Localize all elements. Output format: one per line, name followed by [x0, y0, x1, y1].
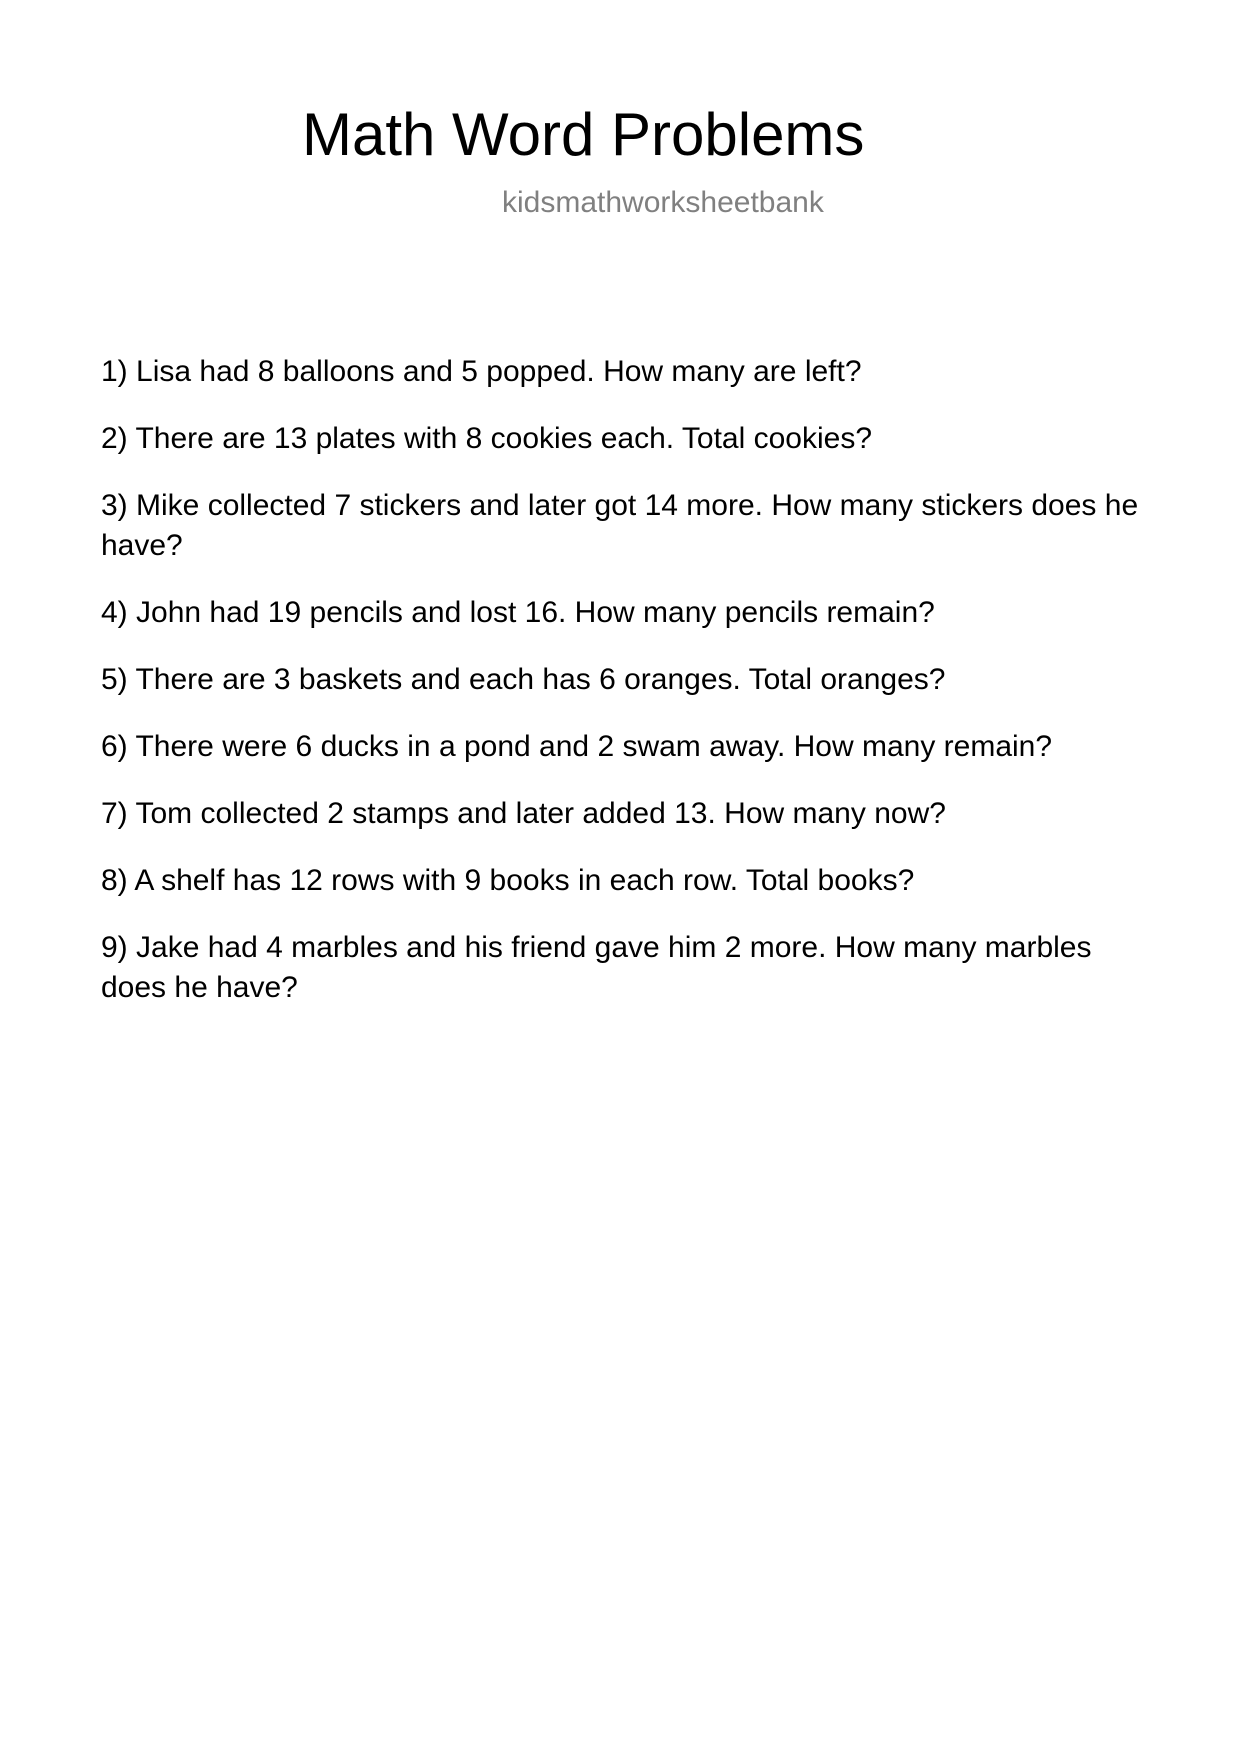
problem-text: A shelf has 12 rows with 9 books in each row. Total books? — [134, 864, 915, 897]
problem-item-8 — [101, 861, 1141, 901]
problem-text: John had 19 pencils and lost 16. How many pencils remain? — [136, 596, 935, 629]
problem-item-9 — [101, 928, 1141, 1008]
problem-number: 6) — [101, 730, 128, 763]
problem-item-6 — [101, 727, 1141, 767]
problem-text: There are 13 plates with 8 cookies each. Total cookies? — [135, 422, 873, 455]
problem-text: Jake had 4 marbles and his friend gave him 2 more. How many marbles does he have? — [101, 931, 1092, 1004]
problem-number: 3) — [101, 489, 128, 522]
source-subtitle: kidsmathworksheetbank — [502, 186, 824, 219]
problem-text: Lisa had 8 balloons and 5 popped. How many are left? — [136, 355, 862, 388]
problem-number: 8) — [101, 864, 128, 897]
problem-item-3 — [101, 486, 1141, 566]
page-title: Math Word Problems — [302, 101, 865, 168]
problem-item-5 — [101, 660, 1141, 700]
problem-item-1 — [101, 352, 1141, 392]
problem-number: 9) — [101, 931, 128, 964]
problem-number: 2) — [101, 422, 128, 455]
problem-item-7 — [101, 794, 1141, 834]
problem-item-2 — [101, 419, 1141, 459]
problem-number: 7) — [101, 797, 128, 830]
problem-text: Tom collected 2 stamps and later added 13. How many now? — [135, 797, 946, 830]
problem-number: 5) — [101, 663, 128, 696]
problem-text: Mike collected 7 stickers and later got 14 more. How many stickers does he have? — [101, 489, 1139, 562]
problem-item-4 — [101, 593, 1141, 633]
problem-number: 4) — [101, 596, 128, 629]
problem-list — [101, 352, 1141, 1035]
problem-number: 1) — [101, 355, 128, 388]
problem-text: There are 3 baskets and each has 6 oranges. Total oranges? — [135, 663, 946, 696]
problem-text: There were 6 ducks in a pond and 2 swam away. How many remain? — [135, 730, 1053, 763]
